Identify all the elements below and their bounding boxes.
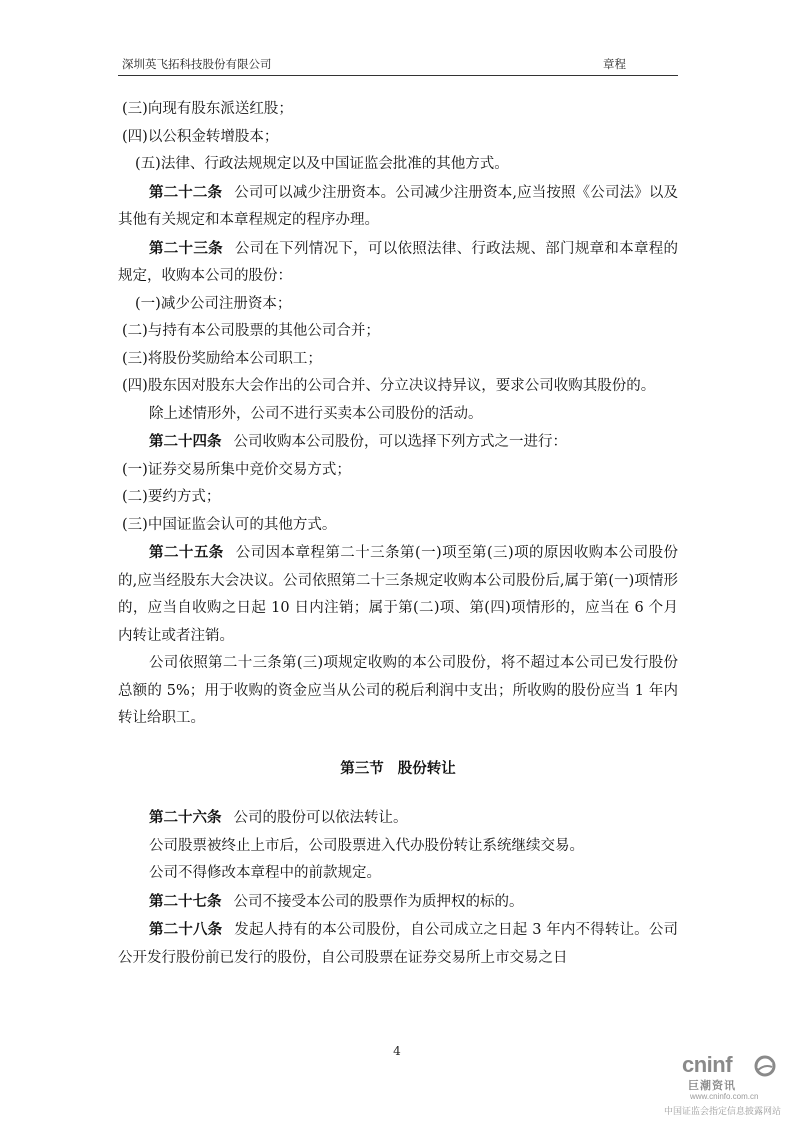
article-text: 发起人持有的本公司股份，自公司成立之日起 3 年内不得转让。公司公开发行股份前已发行的股份，自公司股票在证券交易所上市交易之日 xyxy=(118,922,678,966)
article-text: 公司在下列情况下，可以依照法律、行政法规、部门规章和本章程的规定，收购本公司的股份： xyxy=(118,240,679,284)
article-heading: 第二十五条 xyxy=(149,544,224,561)
paragraph: 公司不得修改本章程中的前款规定。 xyxy=(149,865,381,881)
article-text: 公司因本章程第二十三条第(一)项至第(三)项的原因收购本公司股份的,应当经股东大会决议。公司依照第二十三条规定收购本公司股份后,属于第(一)项情形的，应当自收购之日起 10 日内注销；属于第(二)项、第(四)项情形的，应当在 6 个月内转让或者注销。 xyxy=(118,545,678,644)
section-name: 股份转让 xyxy=(397,759,456,777)
article-27 xyxy=(118,888,678,917)
header-company-name: 深圳英飞拓科技股份有限公司 xyxy=(122,57,272,71)
list-item: (二)与持有本公司股票的其他公司合并； xyxy=(122,323,380,339)
list-item: (三)向现有股东派送红股； xyxy=(122,101,293,117)
logo-url: www.cninfo.com.cn xyxy=(690,1092,759,1101)
header-document-title: 章程 xyxy=(603,57,626,71)
document-body xyxy=(118,96,678,972)
article-text: 公司收购本公司股份，可以选择下列方式之一进行： xyxy=(233,434,567,450)
paragraph: 公司股票被终止上市后，公司股票进入代办股份转让系统继续交易。 xyxy=(149,837,584,854)
article-heading: 第二十六条 xyxy=(149,809,222,826)
header-divider xyxy=(118,75,678,76)
article-text: 公司不接受本公司的股票作为质押权的标的。 xyxy=(233,893,524,910)
article-24 xyxy=(118,428,678,457)
page-header xyxy=(118,56,678,74)
list-item: (四)以公积金转增股本； xyxy=(122,128,279,145)
list-item: (三)将股份奖励给本公司职工； xyxy=(122,350,322,367)
list-item: (五)法律、行政法规规定以及中国证监会批准的其他方式。 xyxy=(135,156,509,172)
list-item: (一)证券交易所集中竞价交易方式； xyxy=(122,461,351,478)
list-item: (一)减少公司注册资本； xyxy=(135,295,292,312)
section-title xyxy=(118,755,678,783)
article-23 xyxy=(118,235,678,291)
cninfo-watermark-logo xyxy=(664,1052,794,1122)
article-heading: 第二十七条 xyxy=(149,892,222,910)
paragraph: 除上述情形外，公司不进行买卖本公司股份的活动。 xyxy=(149,405,483,422)
list-item: (四)股东因对股东大会作出的公司合并、分立决议持异议，要求公司收购其股份的。 xyxy=(122,378,656,394)
logo-wordmark: cninf xyxy=(682,1052,733,1077)
logo-tagline: 中国证监会指定信息披露网站 xyxy=(664,1106,782,1116)
paragraph: 公司依照第二十三条第(三)项规定收购的本公司股份，将不超过本公司已发行股份总额的 5%；用于收购的资金应当从公司的税后利润中支出；所收购的股份应当 1 年内转让给职工。 xyxy=(118,655,678,726)
list-item: (二)要约方式； xyxy=(122,489,221,505)
article-heading: 第二十四条 xyxy=(149,433,222,450)
article-heading: 第二十三条 xyxy=(149,239,223,257)
swirl-logo-icon xyxy=(754,1055,776,1077)
article-heading: 第二十二条 xyxy=(149,183,223,201)
page-number: 4 xyxy=(393,1044,401,1058)
article-text: 公司的股份可以依法转让。 xyxy=(233,810,408,826)
article-22 xyxy=(118,179,678,235)
list-item: (三)中国证监会认可的其他方式。 xyxy=(122,516,337,533)
article-28 xyxy=(118,916,678,972)
logo-brand: 巨潮资讯 xyxy=(688,1080,736,1092)
article-26 xyxy=(118,804,678,833)
article-text: 公司可以减少注册资本。公司减少注册资本,应当按照《公司法》以及其他有关规定和本章程规定的程序办理。 xyxy=(118,184,679,228)
article-heading: 第二十八条 xyxy=(149,921,223,938)
section-number: 第三节 xyxy=(340,759,384,777)
article-25 xyxy=(118,539,678,650)
